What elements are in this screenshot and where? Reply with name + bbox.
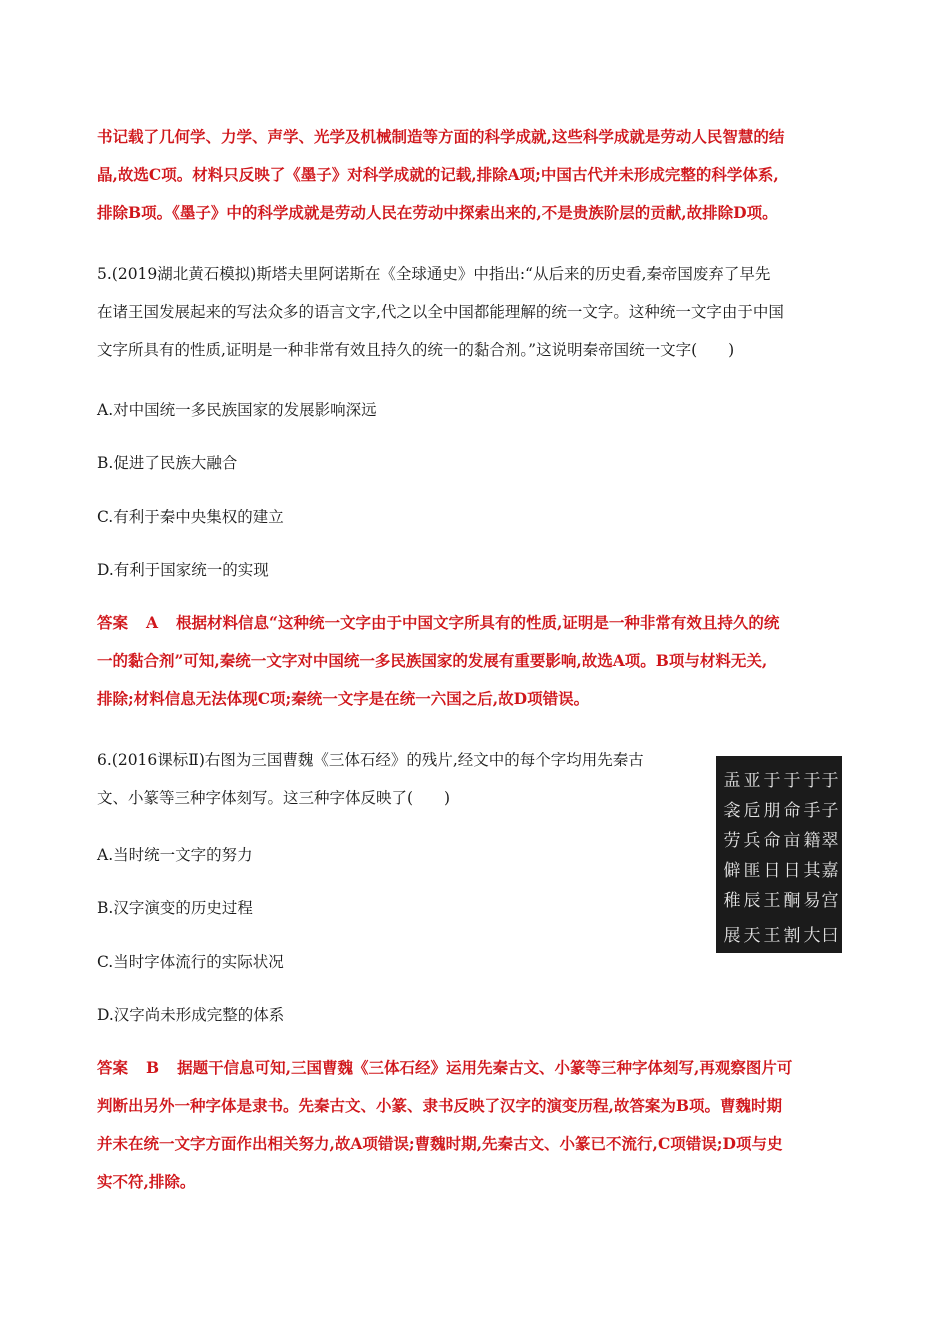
rubbing-glyph: 易 [803,891,821,911]
rubbing-glyph: 亚 [743,771,761,791]
rubbing-glyph: 日 [783,861,801,881]
rubbing-glyph: 于 [783,771,801,791]
answer-letter: B [146,1058,160,1077]
prev-answer-continuation [97,118,853,232]
answer-text: 据题干信息可知,三国曹魏《三体石经》运用先秦古文、小篆等三种字体刻写,再观察图片可 [177,1058,793,1077]
rubbing-glyph: 酮 [783,891,801,911]
rubbing-glyph: 王 [763,926,781,946]
rubbing-glyph: 大 [803,926,821,946]
question-5-stem [97,255,853,369]
answer-text: 根据材料信息“这种统一文字由于中国文字所具有的性质,证明是一种非常有效且持久的统 [176,613,780,632]
text-line: 文、小篆等三种字体刻写。这三种字体反映了( ) [97,789,451,807]
answer-line [97,1049,853,1087]
question-5-option-c: C.有利于秦中央集权的建立 [97,508,284,526]
answer-line [97,604,853,642]
rubbing-glyph: 于 [803,771,821,791]
rubbing-glyph: 卮 [743,801,761,821]
text-line: 并未在统一文字方面作出相关努力,故A项错误;曹魏时期,先秦古文、小篆已不流行,C项错误;D项与史 [97,1134,783,1153]
rubbing-glyph: 匪 [743,861,761,881]
rubbing-glyph: 曰 [821,926,839,946]
rubbing-glyph: 籍 [803,831,821,851]
text-line: 书记载了几何学、力学、声学、光学及机械制造等方面的科学成就,这些科学成就是劳动人民智慧的结 [97,127,785,146]
question-6-stem [97,741,707,817]
rubbing-glyph: 命 [763,831,781,851]
text-line: 文字所具有的性质,证明是一种非常有效且持久的统一的黏合剂。”这说明秦帝国统一文字( ) [97,341,735,359]
question-5-option-a: A.对中国统一多民族国家的发展影响深远 [97,401,377,419]
rubbing-glyph: 于 [763,771,781,791]
question-6-option-b: B.汉字演变的历史过程 [97,899,253,917]
rubbing-glyph: 辰 [743,891,761,911]
text-line: 判断出另外一种字体是隶书。先秦古文、小篆、隶书反映了汉字的演变历程,故答案为B项。曹魏时期 [97,1096,783,1115]
question-6-option-d: D.汉字尚未形成完整的体系 [97,1006,285,1024]
rubbing-glyph: 手 [803,801,821,821]
answer-letter: A [146,613,159,632]
rubbing-glyph: 嘉 [821,861,839,881]
rubbing-glyph: 亩 [783,831,801,851]
rubbing-glyph: 衾 [723,801,741,821]
question-6-option-c: C.当时字体流行的实际状况 [97,953,284,971]
text-line: 实不符,排除。 [97,1172,196,1191]
rubbing-glyph: 日 [763,861,781,881]
text-line: 晶,故选C项。材料只反映了《墨子》对科学成就的记载,排除A项;中国古代并未形成完整的科学体系, [97,165,779,184]
question-6-option-a: A.当时统一文字的努力 [97,846,253,864]
rubbing-glyph: 宫 [821,891,839,911]
text-line: 排除B项。《墨子》中的科学成就是劳动人民在劳动中探索出来的,不是贵族阶层的贡献,故排除D项。 [97,203,778,222]
rubbing-glyph: 翠 [821,831,839,851]
rubbing-svg [716,756,842,953]
rubbing-glyph: 天 [743,926,761,946]
text-line: 5.(2019湖北黄石模拟)斯塔夫里阿诺斯在《全球通史》中指出:“从后来的历史看,秦帝国废弃了早先 [97,265,771,283]
rubbing-glyph: 僻 [723,861,741,881]
rubbing-glyph: 兵 [743,831,761,851]
rubbing-glyph: 稚 [723,891,741,911]
question-5-option-b: B.促进了民族大融合 [97,454,238,472]
rubbing-glyph: 王 [763,891,781,911]
rubbing-glyph: 命 [783,801,801,821]
rubbing-glyph: 劳 [723,831,741,851]
rubbing-glyph: 其 [803,861,821,881]
text-line: 6.(2016课标Ⅱ)右图为三国曹魏《三体石经》的残片,经文中的每个字均用先秦古 [97,751,644,769]
stone-classic-fragment-image [716,756,842,953]
text-line: 在诸王国发展起来的写法众多的语言文字,代之以全中国都能理解的统一文字。这种统一文字由于中国 [97,303,784,321]
answer-tag: 答案 [97,1058,129,1077]
question-5-option-d: D.有利于国家统一的实现 [97,561,269,579]
text-line: 一的黏合剂”可知,秦统一文字对中国统一多民族国家的发展有重要影响,故选A项。B项与材料无关, [97,651,768,670]
question-6-answer [97,1049,853,1201]
rubbing-glyph: 子 [821,801,839,821]
question-5-answer [97,604,853,718]
rubbing-glyph: 割 [783,926,801,946]
rubbing-glyph: 朋 [763,801,781,821]
text-line: 排除;材料信息无法体现C项;秦统一文字是在统一六国之后,故D项错误。 [97,689,590,708]
answer-tag: 答案 [97,613,129,632]
rubbing-glyph: 展 [723,926,741,946]
rubbing-glyph: 于 [821,771,839,791]
rubbing-glyph: 盂 [723,771,741,791]
